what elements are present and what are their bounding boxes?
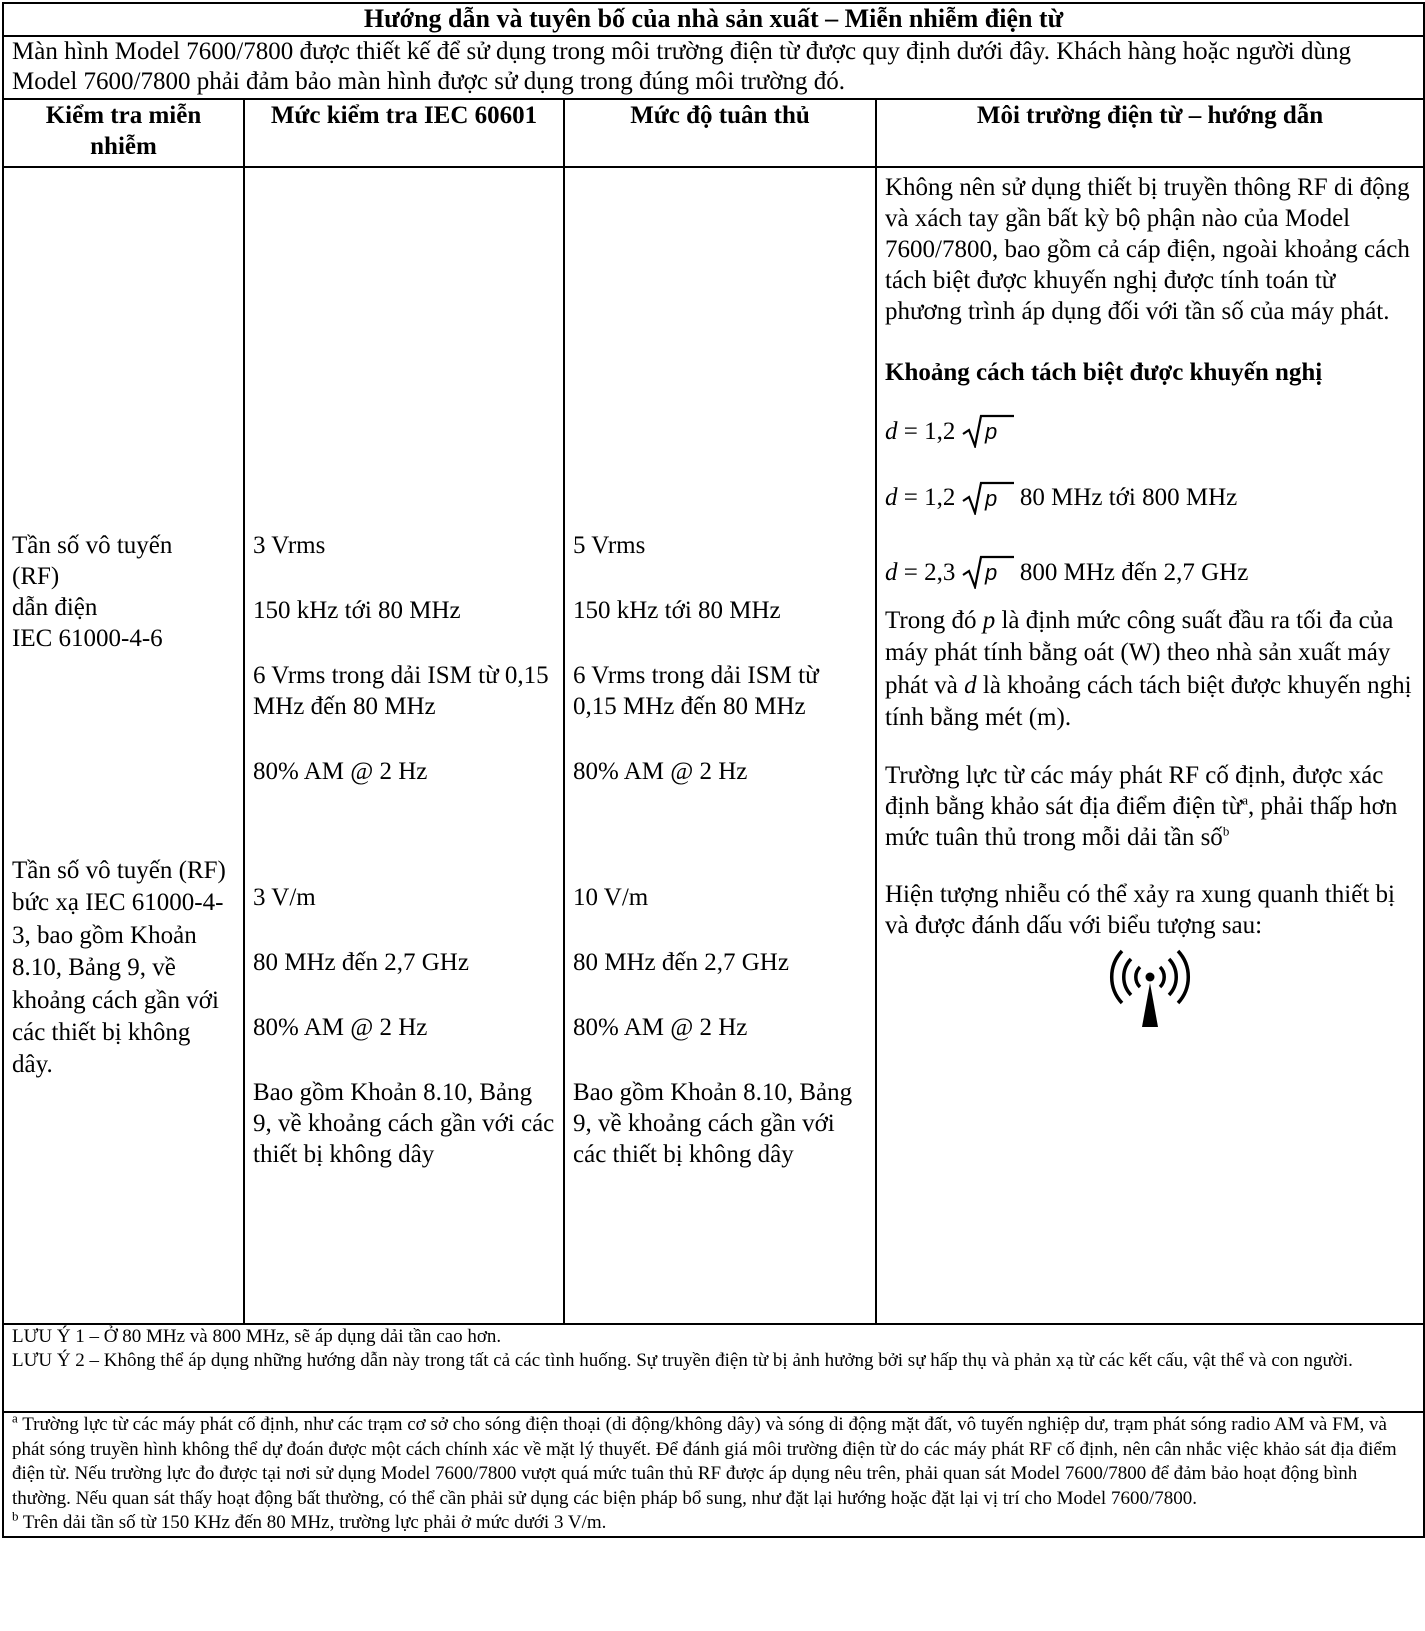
radiated-level: 80% AM @ 2 Hz: [253, 1014, 428, 1041]
footnote-mark-b: b: [12, 1508, 19, 1524]
footnote-ref-b: b: [1222, 824, 1230, 840]
separation-heading: Khoảng cách tách biệt được khuyến nghị: [885, 359, 1323, 386]
conducted-compliance: 150 kHz tới 80 MHz: [573, 597, 781, 624]
compliance-level-cell: [564, 167, 876, 1324]
footnote-b: [12, 1508, 1415, 1536]
field-strength-paragraph: [885, 760, 1415, 853]
non-ionizing-radiation-icon: [1109, 947, 1191, 1029]
conducted-test-line: (RF): [12, 563, 60, 590]
radiated-compliance: 10 V/m: [573, 884, 649, 911]
square-root-p-icon: [962, 414, 1014, 448]
header-immunity-test: Kiểm tra miễn nhiễm: [3, 99, 244, 167]
footnotes-cell: [3, 1412, 1424, 1537]
where-text: là định mức công suất đầu ra tối đa của máy phát tính bằng oát (W) theo nhà sản xuất máy phát và: [885, 606, 1394, 699]
table-title: Hướng dẫn và tuyên bố của nhà sản xuất – Miễn nhiễm điện từ: [3, 3, 1424, 36]
footnote-ref-a: a: [1242, 793, 1249, 809]
emc-immunity-table: [2, 2, 1425, 1538]
intro-text: Màn hình Model 7600/7800 được thiết kế để sử dụng trong môi trường điện từ được quy định dưới đây. Khách hàng hoặc người dùng Model 7600/7800 phải đảm bảo màn hình được sử dụng trong đúng môi trường đó.: [3, 36, 1424, 99]
conducted-test-line: Tần số vô tuyến: [12, 532, 173, 559]
field-text: Trường lực từ các máy phát RF cố định, được xác định bằng khảo sát địa điểm điện từ: [885, 762, 1384, 821]
conducted-compliance: 5 Vrms: [573, 532, 646, 559]
svg-text:p: p: [984, 419, 997, 445]
header-iec-test-level: Mức kiểm tra IEC 60601: [244, 99, 564, 167]
square-root-p-icon: [962, 555, 1014, 589]
note-2: LƯU Ý 2 – Không thể áp dụng những hướng dẫn này trong tất cả các tình huống. Sự truyền điện từ bị ảnh hưởng bởi sự hấp thụ và phản xạ từ các kết cấu, vật thể và con người.: [12, 1350, 1353, 1371]
conducted-compliance: 6 Vrms trong dải ISM từ 0,15 MHz đến 80 MHz: [573, 662, 819, 720]
conducted-level: 80% AM @ 2 Hz: [253, 758, 428, 785]
note-1: LƯU Ý 1 – Ở 80 MHz và 800 MHz, sẽ áp dụng dải tần cao hơn.: [12, 1326, 502, 1347]
radiated-level: 80 MHz đến 2,7 GHz: [253, 949, 469, 976]
notes-cell: [3, 1324, 1424, 1412]
iec-test-level-cell: [244, 167, 564, 1324]
formula-variable: d: [885, 558, 898, 586]
formula-variable: d: [885, 484, 898, 512]
where-variable-p: p: [982, 606, 996, 634]
radiated-level: Bao gồm Khoản 8.10, Bảng 9, về khoảng cách gần với các thiết bị không dây: [253, 1079, 555, 1168]
conducted-test-line: dẫn điện: [12, 594, 98, 621]
radiated-test-text: Tần số vô tuyến (RF) bức xạ IEC 61000-4-3, bao gồm Khoản 8.10, Bảng 9, về khoảng cách gần với các thiết bị không dây.: [12, 857, 226, 1079]
field-text: , phải thấp hơn mức tuân thủ trong mỗi dải tần số: [885, 793, 1398, 852]
footnote-a-text: Trường lực từ các máy phát cố định, như các trạm cơ sở cho sóng điện thoại (di động/không dây) và sóng di động mặt đất, vô tuyến nghiệp dư, trạm phát sóng radio AM và FM, và phát sóng truyền hình không thể dự đoán được một cách chính xác về mặt lý thuyết. Để đánh giá môi trường điện từ do các máy phát RF cố định, nên cân nhắc việc khảo sát địa điểm điện từ. Nếu trường lực đo được tại nơi sử dụng Model 7600/7800 vượt quá mức tuân thủ RF được áp dụng nêu trên, phải quan sát Model 7600/7800 để đảm bảo hoạt động bình thường. Nếu quan sát thấy hoạt động bất thường, có thể cần phải sử dụng các biện pháp bổ sung, như đặt lại hướng hoặc đặt lại vị trí cho Model 7600/7800.: [12, 1414, 1397, 1509]
where-text: là khoảng cách tách biệt được khuyến nghị tính bằng mét (m).: [885, 671, 1412, 732]
radiated-compliance: Bao gồm Khoản 8.10, Bảng 9, về khoảng cách gần với các thiết bị không dây: [573, 1079, 853, 1168]
formula-line: [885, 416, 1415, 450]
formula-variable: d: [885, 418, 898, 445]
svg-text:p: p: [984, 559, 997, 585]
conducted-level: 3 Vrms: [253, 532, 326, 559]
where-text: Trong đó: [885, 606, 983, 634]
em-environment-cell: [876, 167, 1424, 1324]
radiated-compliance: 80% AM @ 2 Hz: [573, 1014, 748, 1041]
radiated-level: 3 V/m: [253, 884, 316, 911]
formula-range: 800 MHz đến 2,7 GHz: [1019, 558, 1249, 586]
square-root-p-icon: [962, 481, 1014, 515]
formula-line: [885, 482, 1415, 516]
svg-text:p: p: [984, 485, 997, 511]
formula-coefficient: = 1,2: [897, 484, 956, 512]
radiated-compliance: 80 MHz đến 2,7 GHz: [573, 949, 789, 976]
header-em-environment: Môi trường điện từ – hướng dẫn: [876, 99, 1424, 167]
formula-line: [885, 557, 1415, 591]
where-paragraph: [885, 605, 1415, 735]
immunity-test-cell: [3, 167, 244, 1324]
footnote-mark-a: a: [12, 1410, 18, 1426]
footnote-a: [12, 1410, 1415, 1511]
footnote-b-text: Trên dải tần số từ 150 KHz đến 80 MHz, trường lực phải ở mức dưới 3 V/m.: [18, 1512, 607, 1533]
header-compliance-level: Mức độ tuân thủ: [564, 99, 876, 167]
formula-range: 80 MHz tới 800 MHz: [1019, 484, 1238, 512]
guidance-paragraph: Không nên sử dụng thiết bị truyền thông RF di động và xách tay gần bất kỳ bộ phận nào của Model 7600/7800, bao gồm cả cáp điện, ngoài khoảng cách tách biệt được khuyến nghị được tính toán từ phương trình áp dụng đối với tần số của máy phát.: [885, 174, 1410, 325]
conducted-level: 6 Vrms trong dải ISM từ 0,15 MHz đến 80 MHz: [253, 662, 549, 720]
conducted-compliance: 80% AM @ 2 Hz: [573, 758, 748, 785]
conducted-test-line: IEC 61000-4-6: [12, 625, 163, 652]
where-variable-d: d: [964, 671, 977, 699]
interference-paragraph: Hiện tượng nhiễu có thể xảy ra xung quanh thiết bị và được đánh dấu với biểu tượng sau:: [885, 881, 1395, 940]
conducted-level: 150 kHz tới 80 MHz: [253, 597, 461, 624]
formula-coefficient: = 1,2: [897, 418, 956, 445]
formula-coefficient: = 2,3: [897, 558, 956, 586]
